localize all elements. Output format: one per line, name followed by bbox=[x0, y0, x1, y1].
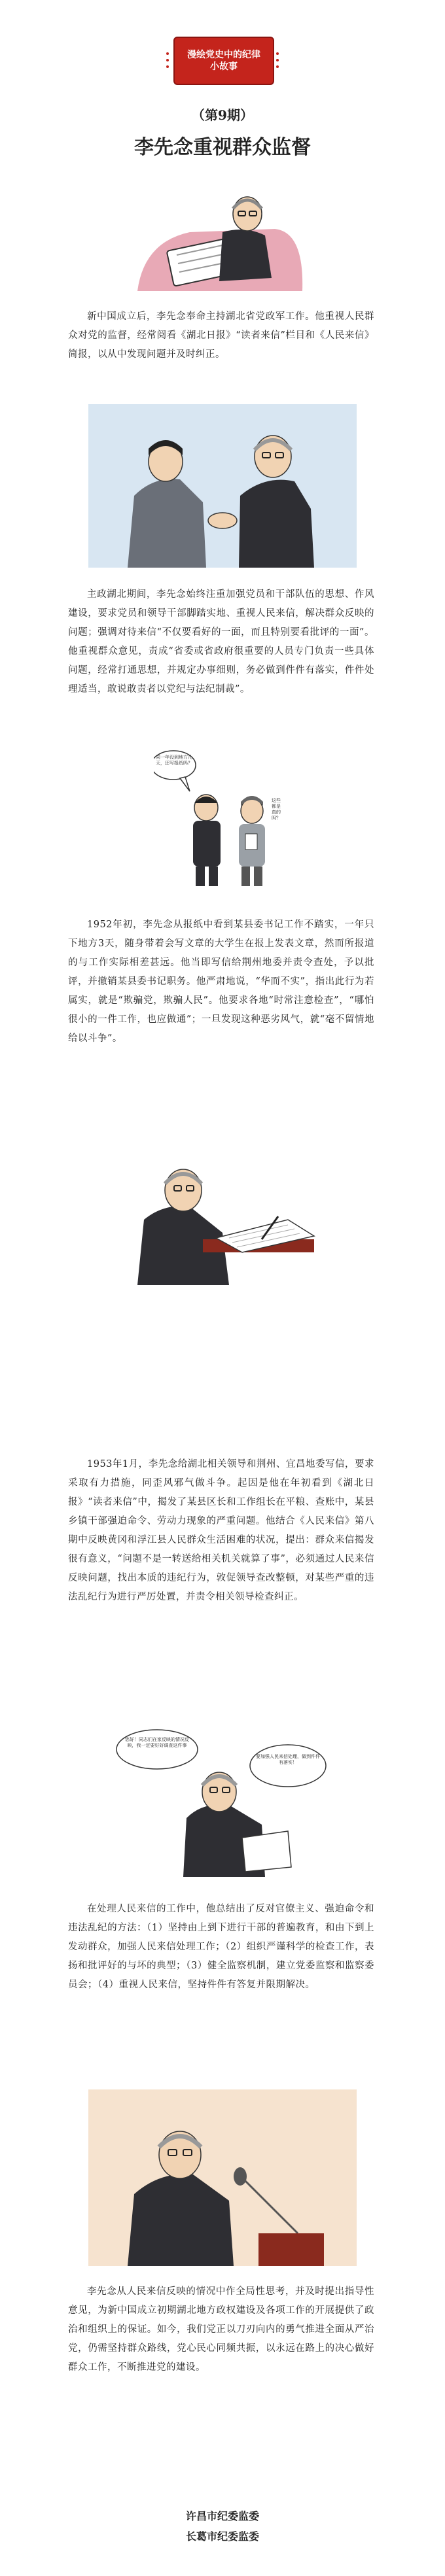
dialogue-figures bbox=[154, 746, 311, 889]
paragraph-4: 1953年1月，李先念给湖北相关领导和荆州、宜昌地委写信，要求采取有力措施，同歪风邪气做斗争。起因是他在年初看到《湖北日报》“读者来信”中，揭发了某县区长和工作组长在平粮、查账中，某县乡镇干部强迫命令、劳动力现象的严重问题。他结合《人民来信》第八期中反映黄冈和浮江县人民群众生活困难的状况，提出：群众来信揭发很有意义，“问题不是一转送给相关机关就算了事”，必须通过人民来信反映问题，找出本质的违纪行为，敦促领导查改整顿，对某些严重的违法乱纪行为进行严厉处置，并责令相关领导检查纠正。 bbox=[68, 1459, 374, 1602]
page-title: 李先念重视群众监督 bbox=[134, 136, 311, 159]
illustration-dialogue bbox=[154, 746, 311, 889]
issue-number: （第9期） bbox=[192, 107, 253, 123]
paragraph-1: 新中国成立后，李先念奉命主持湖北省党政军工作。他重视人民群众对党的监督，经常阅看《湖北日报》“读者来信”栏目和《人民来信》简报，以从中发现问题并及时纠正。 bbox=[68, 311, 374, 360]
paragraph-3: 1952年初，李先念从报纸中看到某县委书记工作不踏实，一年只下地方3天，随身带着会写文章的大学生在报上发表文章，然而所报道的与工作实际相差甚远。他当即写信给荆州地委并责令查处，予以批评，并撤销某县委书记职务。他严肃地说，“华而不实”，指出此行为若属实，就是“欺骗党，欺骗人民”。他要求各地“时常注意检查”，“哪怕很小的一件工作，也应做通”；一旦发现这种恶劣风气，就“毫不留情地给以斗争”。 bbox=[68, 919, 374, 1044]
speech-bubble-2: 这些都是真的吗？ bbox=[272, 798, 281, 821]
footer-org-2: 长葛市纪委监委 bbox=[185, 2530, 259, 2543]
paragraph-6: 李先念从人民来信反映的情况中作全局性思考，并及时提出指导性意见，为新中国成立初期湖北地方政权建设及各项工作的开展提供了政治和组织上的保证。如今，我们党正以刀刃向内的勇气推进全面从严治党，仍需坚持群众路线，党心民心同频共振，以永远在路上的决心做好群众工作，不断推进党的建设。 bbox=[68, 2286, 374, 2373]
illustration-handshake bbox=[88, 404, 357, 568]
speech-bubble-1: 同一年没到地方几天，还写报纸吗？ bbox=[156, 755, 192, 766]
series-badge-text: 漫绘党史中的纪律小故事 bbox=[187, 50, 260, 72]
illustration-speech bbox=[88, 2089, 357, 2266]
paragraph-2: 主政湖北期间，李先念始终注重加强党员和干部队伍的思想、作风建设，要求党员和领导干部脚踏实地、重视人民来信，解决群众反映的问题；强调对待来信“不仅要看好的一面，而且特别要看批评的一面”。他重视群众意见，责成“省委或省政府很重要的人员专门负责一些具体问题，经常打通思想，并规定办事细则，务必做到件件有落实，件件处理适当，敢说敢责者以党纪与法纪制裁”。 bbox=[68, 589, 374, 695]
series-badge bbox=[173, 37, 274, 85]
letters-figure bbox=[111, 1726, 334, 1877]
speech-bubble-3: 您好！同志们在家反映的情况反映，我一定要好好调查这件事 bbox=[125, 1737, 189, 1748]
paragraph-5: 在处理人民来信的工作中，他总结出了反对官僚主义、强迫命令和违法乱纪的方法：（1）坚持由上到下进行干部的普遍教育，和由下到上发动群众，加强人民来信处理工作；（2）组织严谨科学的检查工作，表扬和批评好的与坏的典型；（3）健全监察机制，建立党委监察和监察委员会；（4）重视人民来信，坚持件件有答复并限期解决。 bbox=[68, 1904, 374, 1990]
illustration-letters bbox=[111, 1726, 334, 1877]
speech-bubble-4: 要加强人民来信处理，做到件件有落实！ bbox=[256, 1754, 320, 1765]
footer-org-1: 许昌市纪委监委 bbox=[185, 2510, 259, 2522]
illustration-writing-letter bbox=[92, 1141, 353, 1285]
illustration-reading-newspaper bbox=[131, 180, 314, 294]
